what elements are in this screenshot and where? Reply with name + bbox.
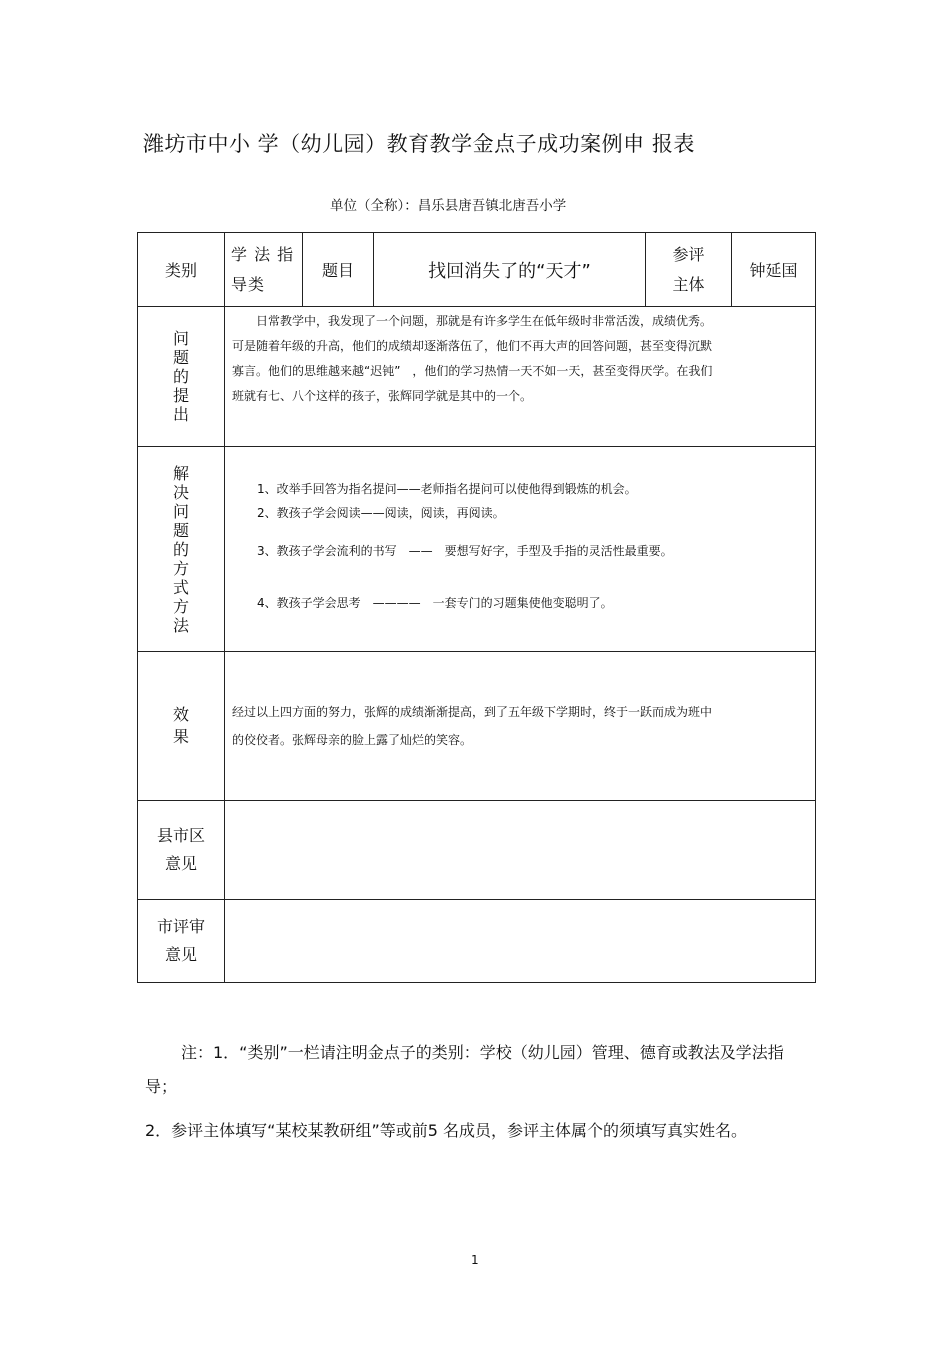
topic-label: 题目: [321, 261, 354, 280]
participant-value: 钟延国: [749, 261, 798, 280]
city-opinion-cell[interactable]: [225, 900, 816, 983]
participant-label-cell: [646, 233, 732, 307]
effect-label: 效果: [173, 705, 190, 746]
page-number: 1: [471, 1253, 479, 1267]
participant-label: 参评主体: [672, 244, 705, 294]
effect-content-cell: [225, 652, 816, 801]
method-step: 3、教孩子学会流利的书写 —— 要想写好字，手型及手指的灵活性最重要。: [257, 544, 673, 558]
method-row: [138, 447, 816, 652]
county-label: 县市区意见: [156, 826, 205, 873]
effect-row: [138, 652, 816, 801]
application-form-table: [137, 232, 816, 983]
method-content-cell: [225, 447, 816, 652]
county-label-cell: [138, 801, 225, 900]
city-label-cell: [138, 900, 225, 983]
county-opinion-cell[interactable]: [225, 801, 816, 900]
topic-label-cell: [303, 233, 374, 307]
category-label-cell: [138, 233, 225, 307]
note-1: 注：1．“类别”一栏请注明金点子的类别：学校（幼儿园）管理、德育或教法及学法指导；: [145, 1043, 784, 1096]
effect-text: [225, 698, 815, 754]
category-label: 类别: [164, 261, 197, 280]
category-value: 学 法 指导类: [231, 244, 295, 294]
topic-value: 找回消失了的“天才”: [428, 260, 591, 282]
county-opinion-row: [138, 801, 816, 900]
note-2: 2．参评主体填写“某校某教研组”等或前5 名成员，参评主体属个的须填写真实姓名。: [145, 1121, 748, 1140]
effect-line: 的佼佼者。张辉母亲的脸上露了灿烂的笑容。: [232, 733, 473, 747]
page-title: 潍坊市中小 学（幼儿园）教育教学金点子成功案例申 报表: [143, 132, 695, 156]
problem-line: 日常教学中，我发现了一个问题，那就是有许多学生在低年级时非常活泼，成绩优秀。: [256, 314, 713, 328]
problem-line: 寡言。他们的思维越来越“迟钝” ，他们的学习热情一天不如一天，甚至变得厌学。在我们: [232, 364, 713, 378]
method-step: 4、教孩子学会思考 ———— 一套专门的习题集使他变聪明了。: [257, 596, 613, 610]
topic-value-cell: [374, 233, 646, 307]
participant-value-cell: [732, 233, 816, 307]
method-label-cell: [138, 447, 225, 652]
problem-line: 班就有七、八个这样的孩子，张辉同学就是其中的一个。: [232, 389, 533, 403]
problem-line: 可是随着年级的升高，他们的成绩却逐渐落伍了，他们不再大声的回答问题，甚至变得沉默: [232, 339, 713, 353]
problem-label: 问题的提出: [173, 329, 190, 424]
city-label: 市评审意见: [156, 917, 205, 964]
method-label: 解决问题的方式方法: [173, 463, 190, 635]
method-steps: [225, 447, 815, 615]
header-row: [138, 233, 816, 307]
method-step: 1、改举手回答为指名提问——老师指名提问可以使他得到锻炼的机会。: [257, 482, 637, 496]
problem-row: [138, 307, 816, 447]
effect-label-cell: [138, 652, 225, 801]
method-step: 2、教孩子学会阅读——阅读，阅读，再阅读。: [257, 506, 505, 520]
category-value-cell: [225, 233, 303, 307]
effect-line: 经过以上四方面的努力，张辉的成绩渐渐提高，到了五年级下学期时，终于一跃而成为班中: [232, 705, 713, 719]
problem-label-cell: [138, 307, 225, 447]
unit-line: 单位（全称）：昌乐县唐吾镇北唐吾小学: [330, 198, 567, 214]
problem-content-cell: [225, 307, 816, 447]
city-opinion-row: [138, 900, 816, 983]
problem-text: [225, 309, 815, 409]
